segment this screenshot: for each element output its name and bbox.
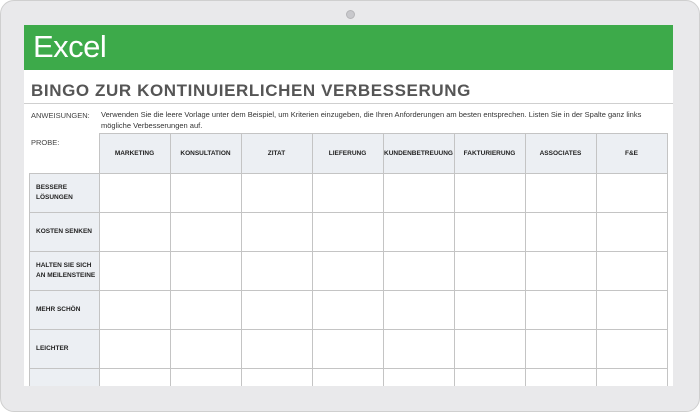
instructions-label: ANWEISUNGEN: <box>31 111 90 120</box>
grid-cell[interactable] <box>525 252 596 291</box>
row-header[interactable] <box>30 369 100 387</box>
table-row <box>30 291 668 330</box>
grid-cell[interactable] <box>170 291 241 330</box>
column-header[interactable]: KUNDENBETREUUNG <box>383 134 454 174</box>
grid-cell[interactable] <box>596 174 667 213</box>
grid-cell[interactable] <box>312 252 383 291</box>
grid-cell[interactable] <box>383 174 454 213</box>
grid-cell[interactable] <box>525 330 596 369</box>
row-header[interactable]: LEICHTER <box>30 330 100 369</box>
grid-cell[interactable] <box>312 174 383 213</box>
app-title: Excel <box>33 29 107 64</box>
grid-cell[interactable] <box>99 174 170 213</box>
grid-cell[interactable] <box>454 369 525 387</box>
grid-cell[interactable] <box>454 291 525 330</box>
grid-cell[interactable] <box>99 330 170 369</box>
row-header[interactable]: MEHR SCHÖN <box>30 291 100 330</box>
column-header[interactable]: ASSOCIATES <box>525 134 596 174</box>
grid-cell[interactable] <box>241 330 312 369</box>
grid-cell[interactable] <box>454 330 525 369</box>
grid-cell[interactable] <box>596 369 667 387</box>
page-title: BINGO ZUR KONTINUIERLICHEN VERBESSERUNG <box>31 81 471 100</box>
table-row <box>30 330 668 369</box>
instructions-text: Verwenden Sie die leere Vorlage unter dem Beispiel, um Kriterien einzugeben, die Ihren Anforderungen am besten entsprechen. Listen Sie in der Spalte ganz links mögliche Verbesserungen auf. <box>101 110 642 130</box>
grid-cell[interactable] <box>383 369 454 387</box>
spreadsheet-screen <box>24 25 673 386</box>
grid-cell[interactable] <box>383 330 454 369</box>
grid-cell[interactable] <box>312 291 383 330</box>
grid-cell[interactable] <box>241 213 312 252</box>
grid-cell[interactable] <box>525 174 596 213</box>
grid-cell[interactable] <box>170 369 241 387</box>
grid-cell[interactable] <box>99 369 170 387</box>
column-header[interactable]: F&E <box>596 134 667 174</box>
grid-cell[interactable] <box>454 252 525 291</box>
grid-cell[interactable] <box>596 291 667 330</box>
grid-cell[interactable] <box>596 213 667 252</box>
grid-cell[interactable] <box>99 213 170 252</box>
column-header[interactable]: KONSULTATION <box>170 134 241 174</box>
grid-cell[interactable] <box>383 252 454 291</box>
table-row <box>30 213 668 252</box>
grid-cell[interactable] <box>596 330 667 369</box>
grid-cell[interactable] <box>170 330 241 369</box>
grid-cell[interactable] <box>170 174 241 213</box>
column-header[interactable]: FAKTURIERUNG <box>454 134 525 174</box>
column-header[interactable]: MARKETING <box>99 134 170 174</box>
grid-cell[interactable] <box>241 174 312 213</box>
grid-cell[interactable] <box>383 291 454 330</box>
bingo-grid <box>29 133 668 386</box>
column-header[interactable]: ZITAT <box>241 134 312 174</box>
grid-cell[interactable] <box>170 213 241 252</box>
grid-cell[interactable] <box>383 213 454 252</box>
column-header[interactable]: LIEFERUNG <box>312 134 383 174</box>
grid-cell[interactable] <box>312 369 383 387</box>
grid-cell[interactable] <box>525 291 596 330</box>
grid-corner <box>30 134 100 174</box>
grid-cell[interactable] <box>525 369 596 387</box>
grid-cell[interactable] <box>99 291 170 330</box>
grid-cell[interactable] <box>525 213 596 252</box>
camera-dot <box>346 10 355 19</box>
row-header[interactable]: BESSERE LÖSUNGEN <box>30 174 100 213</box>
title-divider <box>24 103 673 104</box>
grid-cell[interactable] <box>454 174 525 213</box>
grid-cell[interactable] <box>241 252 312 291</box>
grid-cell[interactable] <box>241 369 312 387</box>
table-row <box>30 174 668 213</box>
app-banner <box>24 25 673 70</box>
grid-cell[interactable] <box>454 213 525 252</box>
row-header[interactable]: KOSTEN SENKEN <box>30 213 100 252</box>
grid-cell[interactable] <box>170 252 241 291</box>
grid-cell[interactable] <box>312 213 383 252</box>
sample-label: PROBE: <box>31 138 60 147</box>
table-row <box>30 369 668 387</box>
row-header[interactable]: HALTEN SIE SICH AN MEILENSTEINE <box>30 252 100 291</box>
grid-cell[interactable] <box>596 252 667 291</box>
header-row <box>30 134 668 174</box>
table-row <box>30 252 668 291</box>
grid-cell[interactable] <box>312 330 383 369</box>
grid-cell[interactable] <box>241 291 312 330</box>
grid-cell[interactable] <box>99 252 170 291</box>
